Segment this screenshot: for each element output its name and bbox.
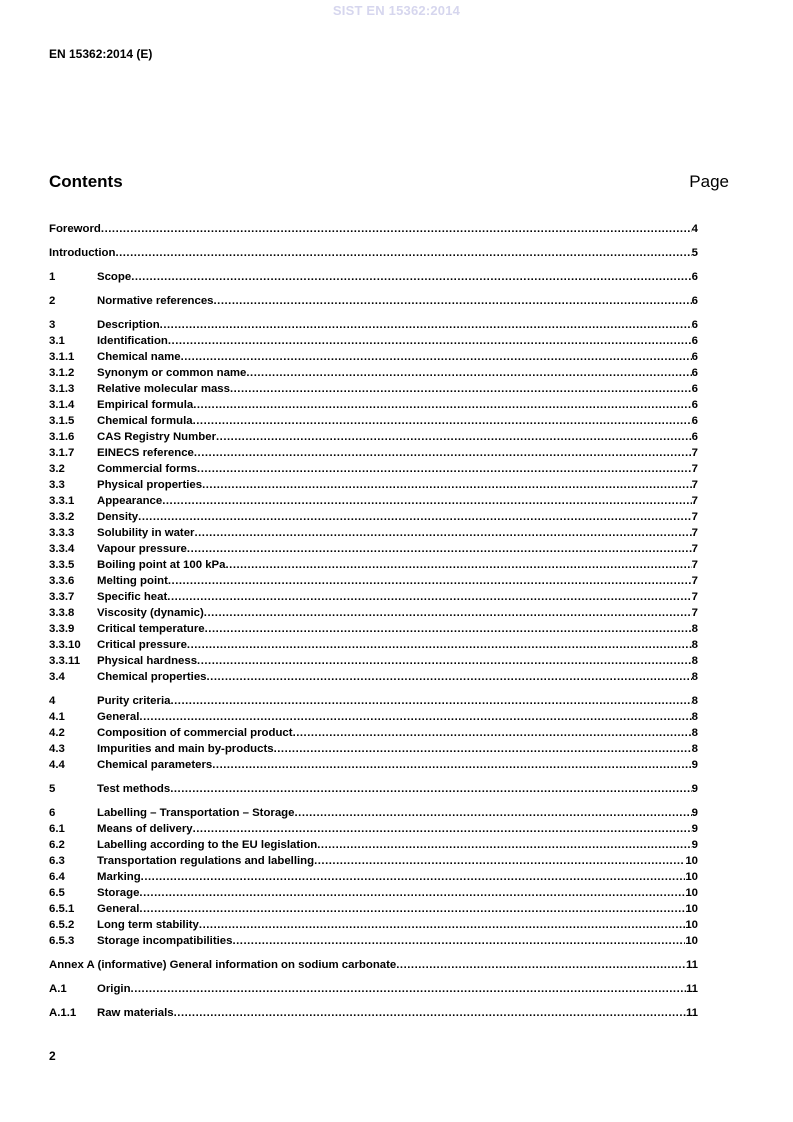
toc-dot-leader (232, 933, 685, 949)
toc-entry[interactable] (49, 853, 698, 869)
toc-entry[interactable] (49, 933, 698, 949)
toc-entry-page: 6 (691, 383, 698, 395)
toc-entry-number: 4.3 (49, 743, 65, 755)
page-column-label: Page (689, 172, 729, 191)
toc-entry-page: 5 (691, 247, 698, 259)
toc-entry-page: 8 (691, 695, 698, 707)
toc-dot-leader (197, 461, 692, 477)
toc-entry-page: 10 (685, 855, 698, 867)
toc-entry-number: 6.5.3 (49, 935, 75, 947)
toc-entry-number: 3.3.8 (49, 607, 75, 619)
toc-entry-number: 6.3 (49, 855, 65, 867)
toc-entry-page: 9 (691, 823, 698, 835)
toc-entry-page: 6 (691, 351, 698, 363)
toc-dot-leader (197, 653, 692, 669)
toc-entry-page: 8 (691, 727, 698, 739)
toc-entry-title: Introduction (49, 247, 116, 259)
toc-entry-number: 3.3 (49, 479, 65, 491)
footer-page-number: 2 (49, 1049, 56, 1063)
toc-entry-page: 9 (691, 783, 698, 795)
toc-dot-leader (187, 637, 692, 653)
toc-dot-leader (212, 757, 691, 773)
toc-entry-title: Chemical parameters (97, 759, 213, 771)
toc-entry[interactable] (49, 605, 698, 621)
toc-entry-title: Purity criteria (97, 695, 171, 707)
toc-entry-title: Marking (97, 871, 141, 883)
toc-entry-title: Specific heat (97, 591, 168, 603)
toc-entry-title: Test methods (97, 783, 171, 795)
toc-entry[interactable] (49, 589, 698, 605)
toc-entry-page: 4 (691, 223, 698, 235)
toc-dot-leader (170, 781, 691, 797)
toc-dot-leader (205, 621, 692, 637)
toc-entry[interactable] (49, 541, 698, 557)
toc-entry-title: Physical hardness (97, 655, 198, 667)
toc-entry[interactable] (49, 293, 698, 309)
toc-entry-title: Density (97, 511, 139, 523)
toc-entry-number: 4 (49, 695, 56, 707)
toc-entry-number: 3.3.11 (49, 655, 81, 667)
toc-entry-number: 6.2 (49, 839, 65, 851)
toc-entry-title: Foreword (49, 223, 101, 235)
toc-dot-leader (131, 981, 686, 997)
toc-entry-title: Origin (97, 983, 131, 995)
toc-entry-title: Means of delivery (97, 823, 193, 835)
toc-dot-leader (139, 901, 685, 917)
toc-entry[interactable] (49, 981, 698, 997)
toc-entry[interactable] (49, 757, 698, 773)
toc-entry-number: 1 (49, 271, 56, 283)
toc-entry[interactable] (49, 557, 698, 573)
toc-entry-title: Normative references (97, 295, 214, 307)
toc-entry[interactable] (49, 245, 698, 261)
toc-entry-title: Viscosity (dynamic) (97, 607, 204, 619)
toc-entry-title: Composition of commercial product (97, 727, 293, 739)
toc-entry-number: 6.5.2 (49, 919, 75, 931)
toc-dot-leader (187, 541, 692, 557)
toc-entry-page: 11 (685, 959, 698, 971)
toc-entry-number: 3.3.10 (49, 639, 81, 651)
toc-entry-title: Appearance (97, 495, 163, 507)
toc-entry[interactable] (49, 445, 698, 461)
toc-dot-leader (181, 349, 692, 365)
toc-entry-title: Critical temperature (97, 623, 205, 635)
toc-entry-title: Melting point (97, 575, 168, 587)
toc-entry-title: Chemical formula (97, 415, 193, 427)
toc-entry-number: A.1 (49, 983, 67, 995)
toc-entry[interactable] (49, 477, 698, 493)
toc-entry-number: 3.1.4 (49, 399, 75, 411)
toc-dot-leader (194, 525, 691, 541)
toc-entry[interactable] (49, 269, 698, 285)
toc-entry-title: Critical pressure (97, 639, 187, 651)
toc-entry[interactable] (49, 885, 698, 901)
toc-entry-title: CAS Registry Number (97, 431, 216, 443)
toc-entry-page: 11 (685, 983, 698, 995)
toc-entry-number: 3.3.6 (49, 575, 75, 587)
toc-entry[interactable] (49, 317, 698, 333)
toc-entry-number: 3.3.1 (49, 495, 75, 507)
toc-dot-leader (293, 725, 692, 741)
toc-entry-title: Long term stability (97, 919, 199, 931)
toc-dot-leader (207, 669, 692, 685)
toc-dot-leader (115, 245, 691, 261)
toc-dot-leader (199, 917, 685, 933)
toc-entry-number: 4.4 (49, 759, 65, 771)
toc-entry-title: Chemical properties (97, 671, 207, 683)
toc-entry-title: Transportation regulations and labelling (97, 855, 315, 867)
toc-dot-leader (141, 869, 686, 885)
toc-dot-leader (139, 709, 691, 725)
toc-dot-leader (193, 821, 692, 837)
toc-entry-number: 3.1 (49, 335, 65, 347)
toc-entry-number: 3.3.2 (49, 511, 75, 523)
toc-entry-number: 4.1 (49, 711, 65, 723)
toc-dot-leader (138, 509, 692, 525)
toc-entry-number: 3.3.7 (49, 591, 75, 603)
toc-entry-page: 8 (691, 623, 698, 635)
toc-entry-page: 10 (685, 935, 698, 947)
toc-entry[interactable] (49, 957, 698, 973)
toc-entry-number: 6.5 (49, 887, 65, 899)
table-of-contents (49, 221, 698, 1021)
toc-entry-title: Impurities and main by-products (97, 743, 274, 755)
toc-dot-leader (194, 445, 692, 461)
toc-dot-leader (168, 573, 692, 589)
toc-entry-page: 6 (691, 399, 698, 411)
toc-entry-page: 7 (691, 479, 698, 491)
toc-entry-number: 3.1.5 (49, 415, 75, 427)
toc-entry[interactable] (49, 805, 698, 821)
toc-entry[interactable] (49, 493, 698, 509)
toc-entry-page: 6 (691, 431, 698, 443)
toc-entry[interactable] (49, 509, 698, 525)
toc-dot-leader (225, 557, 691, 573)
toc-entry-page: 6 (691, 271, 698, 283)
toc-entry-page: 7 (691, 527, 698, 539)
toc-entry[interactable] (49, 461, 698, 477)
toc-entry[interactable] (49, 725, 698, 741)
toc-entry[interactable] (49, 525, 698, 541)
toc-dot-leader (230, 381, 692, 397)
toc-dot-leader (168, 333, 692, 349)
toc-entry[interactable] (49, 669, 698, 685)
toc-dot-leader (202, 477, 692, 493)
toc-entry[interactable] (49, 781, 698, 797)
toc-entry-title: Storage incompatibilities (97, 935, 233, 947)
toc-entry-page: 11 (685, 1007, 698, 1019)
toc-entry-page: 8 (691, 711, 698, 723)
document-id: EN 15362:2014 (E) (49, 47, 153, 61)
toc-entry-number: 6.5.1 (49, 903, 75, 915)
toc-entry-title: Labelling according to the EU legislation (97, 839, 318, 851)
toc-entry-page: 8 (691, 655, 698, 667)
toc-entry-page: 7 (691, 511, 698, 523)
toc-entry-title: Synonym or common name (97, 367, 247, 379)
toc-entry[interactable] (49, 917, 698, 933)
toc-entry-title: Boiling point at 100 kPa (97, 559, 226, 571)
toc-entry-page: 6 (691, 335, 698, 347)
toc-entry-number: 2 (49, 295, 56, 307)
toc-entry-number: 6 (49, 807, 56, 819)
watermark: SIST EN 15362:2014 (332, 3, 461, 18)
toc-dot-leader (274, 741, 692, 757)
toc-entry-page: 9 (691, 759, 698, 771)
toc-dot-leader (396, 957, 686, 973)
toc-entry-page: 10 (685, 887, 698, 899)
toc-entry-number: 3.1.1 (49, 351, 75, 363)
toc-entry-number: 3.3.9 (49, 623, 75, 635)
toc-dot-leader (314, 853, 685, 869)
toc-entry-page: 10 (685, 871, 698, 883)
toc-dot-leader (131, 269, 691, 285)
toc-entry-page: 10 (685, 903, 698, 915)
toc-entry-number: A.1.1 (49, 1007, 77, 1019)
toc-entry-number: 3.1.7 (49, 447, 75, 459)
toc-entry-page: 9 (691, 807, 698, 819)
toc-entry[interactable] (49, 221, 698, 237)
toc-entry-page: 7 (691, 559, 698, 571)
toc-entry-number: 3.3.5 (49, 559, 75, 571)
toc-entry-title: Raw materials (97, 1007, 174, 1019)
toc-entry-number: 3.1.3 (49, 383, 75, 395)
toc-entry-number: 3.3.3 (49, 527, 75, 539)
toc-dot-leader (214, 293, 692, 309)
toc-entry[interactable] (49, 637, 698, 653)
toc-entry-page: 7 (691, 607, 698, 619)
toc-entry-title: General (97, 903, 140, 915)
toc-entry[interactable] (49, 709, 698, 725)
toc-entry-page: 7 (691, 447, 698, 459)
toc-dot-leader (294, 805, 691, 821)
toc-dot-leader (216, 429, 692, 445)
toc-entry-page: 8 (691, 743, 698, 755)
toc-entry-title: Annex A (informative) General information on sodium carbonate (49, 959, 397, 971)
contents-title: Contents (49, 172, 123, 191)
toc-entry-number: 3.1.2 (49, 367, 75, 379)
toc-entry-title: Description (97, 319, 160, 331)
toc-dot-leader (317, 837, 691, 853)
toc-entry[interactable] (49, 821, 698, 837)
toc-dot-leader (204, 605, 692, 621)
toc-entry-page: 6 (691, 367, 698, 379)
toc-dot-leader (167, 589, 691, 605)
toc-dot-leader (193, 413, 692, 429)
toc-entry[interactable] (49, 333, 698, 349)
toc-entry-title: Labelling – Transportation – Storage (97, 807, 295, 819)
toc-entry-page: 10 (685, 919, 698, 931)
toc-dot-leader (246, 365, 691, 381)
toc-entry-page: 6 (691, 415, 698, 427)
toc-entry-number: 4.2 (49, 727, 65, 739)
toc-entry-page: 7 (691, 495, 698, 507)
toc-entry-title: Empirical formula (97, 399, 194, 411)
toc-entry[interactable] (49, 869, 698, 885)
toc-entry[interactable] (49, 837, 698, 853)
toc-dot-leader (162, 493, 691, 509)
toc-entry[interactable] (49, 365, 698, 381)
toc-entry-title: Physical properties (97, 479, 203, 491)
toc-dot-leader (101, 221, 692, 237)
toc-entry[interactable] (49, 1005, 698, 1021)
toc-entry-number: 3.1.6 (49, 431, 75, 443)
toc-dot-leader (139, 885, 685, 901)
toc-entry-page: 7 (691, 575, 698, 587)
toc-entry-page: 7 (691, 463, 698, 475)
toc-entry-number: 3.4 (49, 671, 65, 683)
toc-entry-number: 3.3.4 (49, 543, 75, 555)
toc-entry-title: Solubility in water (97, 527, 195, 539)
toc-entry-page: 8 (691, 639, 698, 651)
toc-entry-title: EINECS reference (97, 447, 194, 459)
toc-dot-leader (174, 1005, 686, 1021)
toc-entry[interactable] (49, 573, 698, 589)
toc-entry-title: Commercial forms (97, 463, 198, 475)
toc-entry-title: Vapour pressure (97, 543, 187, 555)
toc-entry-title: Scope (97, 271, 132, 283)
toc-entry-title: General (97, 711, 140, 723)
toc-entry[interactable] (49, 653, 698, 669)
toc-entry-number: 6.4 (49, 871, 65, 883)
toc-entry-page: 6 (691, 295, 698, 307)
toc-entry[interactable] (49, 413, 698, 429)
toc-entry-page: 6 (691, 319, 698, 331)
toc-entry-title: Storage (97, 887, 140, 899)
toc-dot-leader (193, 397, 691, 413)
toc-dot-leader (170, 693, 691, 709)
toc-entry[interactable] (49, 741, 698, 757)
toc-entry[interactable] (49, 349, 698, 365)
toc-entry[interactable] (49, 397, 698, 413)
toc-entry-page: 9 (691, 839, 698, 851)
toc-entry[interactable] (49, 429, 698, 445)
toc-entry-number: 6.1 (49, 823, 65, 835)
toc-entry[interactable] (49, 381, 698, 397)
toc-entry-number: 3.2 (49, 463, 65, 475)
toc-entry-title: Chemical name (97, 351, 181, 363)
toc-entry-page: 7 (691, 591, 698, 603)
toc-entry-title: Identification (97, 335, 168, 347)
toc-entry-number: 5 (49, 783, 56, 795)
toc-entry[interactable] (49, 901, 698, 917)
toc-dot-leader (160, 317, 692, 333)
toc-entry[interactable] (49, 621, 698, 637)
toc-entry-page: 7 (691, 543, 698, 555)
toc-entry-title: Relative molecular mass (97, 383, 230, 395)
toc-entry[interactable] (49, 693, 698, 709)
toc-entry-page: 8 (691, 671, 698, 683)
toc-entry-number: 3 (49, 319, 56, 331)
